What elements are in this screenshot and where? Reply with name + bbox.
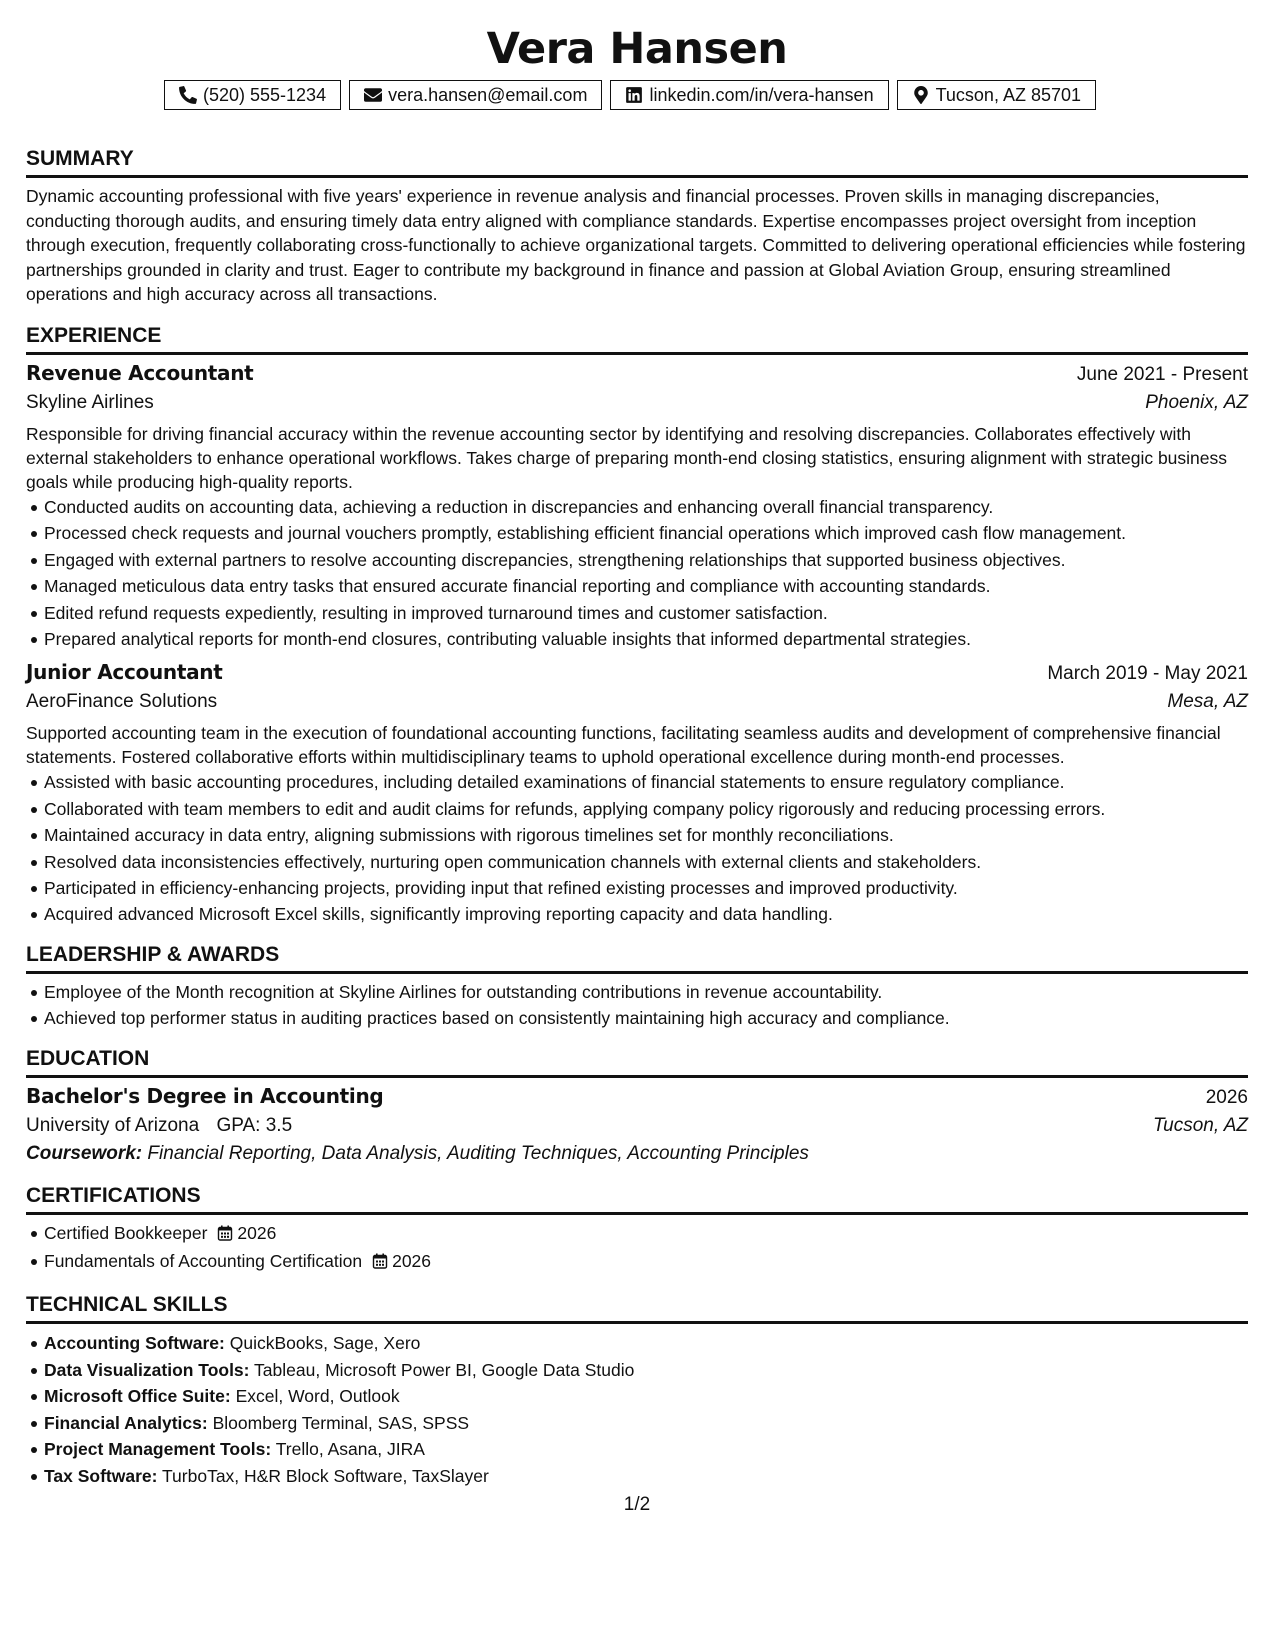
calendar-icon [217,1222,233,1248]
leadership-section [26,942,1248,1032]
list-item: Managed meticulous data entry tasks that ensured accurate financial reporting and compliance with accounting standards. [26,573,1248,599]
list-item [26,1330,1248,1356]
list-item: Collaborated with team members to edit and audit claims for refunds, applying company policy rigorously and reducing processing errors. [26,796,1248,822]
skill-values: Tableau, Microsoft Power BI, Google Data Studio [254,1359,635,1380]
skill-values: QuickBooks, Sage, Xero [229,1333,421,1354]
contact-email[interactable] [349,80,602,110]
gpa: GPA: 3.5 [216,1114,293,1136]
job-dates: June 2021 - Present [1076,363,1248,385]
candidate-name: Vera Hansen [486,24,788,74]
job-bullets [26,494,1248,652]
experience-section [26,323,1248,928]
list-item: Engaged with external partners to resolve accounting discrepancies, strengthening relationships that supported business objectives. [26,547,1248,573]
contact-bar [12,80,1248,110]
certification-name: Certified Bookkeeper [44,1222,208,1243]
skill-values: Bloomberg Terminal, SAS, SPSS [212,1412,470,1433]
school-location: Tucson, AZ [1152,1114,1248,1136]
list-item: Assisted with basic accounting procedures, including detailed examinations of financial statements to ensure regulatory compliance. [26,769,1248,795]
degree-title: Bachelor's Degree in Accounting [26,1083,384,1108]
certifications-section [26,1183,1248,1277]
email-text: vera.hansen@email.com [388,84,588,105]
job-description: Supported accounting team in the execution of foundational accounting functions, facilitating seamless audits and development of comprehensive financial statements. Fostered collaborative efforts within multidisciplinary teams to uphold operational excellence during month-end processes. [26,723,1221,768]
certifications-heading: CERTIFICATIONS [26,1183,1248,1215]
leadership-heading: LEADERSHIP & AWARDS [26,942,1248,974]
graduation-year: 2026 [1205,1086,1248,1108]
job-dates: March 2019 - May 2021 [1047,663,1248,685]
list-item: Achieved top performer status in auditing practices based on consistently maintaining high accuracy and compliance. [26,1005,1248,1031]
list-item [26,1383,1248,1409]
job-description: Responsible for driving financial accuracy within the revenue accounting sector by identifying and resolving discrepancies. Collaborates effectively with external stakeholders to enhance operational workflows. Takes charge of preparing month-end closing statistics, ensuring alignment with strategic business goals while producing high-quality reports. [26,423,1228,492]
skills-heading: TECHNICAL SKILLS [26,1292,1248,1324]
job-location: Mesa, AZ [1167,691,1248,713]
resume-page [26,0,1248,1650]
job-bullets [26,769,1248,927]
leadership-list [26,979,1248,1032]
location-text: Tucson, AZ 85701 [935,84,1082,105]
calendar-icon [372,1250,388,1276]
linkedin-text: linkedin.com/in/vera-hansen [649,84,874,105]
skill-values: Excel, Word, Outlook [235,1386,400,1407]
list-item: Conducted audits on accounting data, achieving a reduction in discrepancies and enhancing overall financial transparency. [26,494,1248,520]
job-location: Phoenix, AZ [1145,391,1248,413]
skill-values: Trello, Asana, JIRA [275,1439,425,1460]
skills-list [26,1330,1248,1488]
skill-category: Data Visualization Tools: [44,1359,250,1380]
list-item: Acquired advanced Microsoft Excel skills, significantly improving reporting capacity and data handling. [26,901,1248,927]
skills-section [26,1292,1248,1488]
coursework [26,1143,1248,1165]
certification-year: 2026 [392,1251,432,1272]
education-section [26,1046,1248,1165]
experience-heading: EXPERIENCE [26,323,1248,355]
list-item [26,1436,1248,1462]
linkedin-icon [625,86,643,104]
skill-category: Accounting Software: [44,1333,225,1354]
list-item [26,1248,1248,1276]
list-item: Resolved data inconsistencies effectively, nurturing open communication channels with external clients and stakeholders. [26,849,1248,875]
company-name: AeroFinance Solutions [26,691,218,713]
page-number: 1/2 [623,1494,651,1515]
list-item: Edited refund requests expediently, resulting in improved turnaround times and customer satisfaction. [26,600,1248,626]
certification-year: 2026 [237,1222,277,1243]
summary-heading: SUMMARY [26,146,1248,178]
list-item [26,1410,1248,1436]
contact-location[interactable] [897,80,1096,110]
education-heading: EDUCATION [26,1046,1248,1078]
envelope-icon [364,86,382,104]
contact-linkedin[interactable] [610,80,888,110]
list-item [26,1357,1248,1383]
coursework-label: Coursework: [26,1142,143,1164]
list-item: Processed check requests and journal vouchers promptly, establishing efficient financial operations which improved cash flow management. [26,520,1248,546]
contact-phone[interactable] [164,80,341,110]
list-item [26,1463,1248,1489]
skill-category: Tax Software: [44,1465,158,1486]
job-entry [26,361,1248,652]
summary-section [26,146,1248,307]
job-entry [26,660,1248,927]
phone-text: (520) 555-1234 [202,84,327,105]
company-name: Skyline Airlines [26,391,154,413]
list-item [26,1220,1248,1248]
skill-values: TurboTax, H&R Block Software, TaxSlayer [162,1465,489,1486]
certification-name: Fundamentals of Accounting Certification [44,1251,363,1272]
list-item: Prepared analytical reports for month-end closures, contributing valuable insights that informed departmental strategies. [26,626,1248,652]
coursework-list: Financial Reporting, Data Analysis, Auditing Techniques, Accounting Principles [147,1142,809,1164]
list-item: Participated in efficiency-enhancing projects, providing input that refined existing processes and improved productivity. [26,875,1248,901]
job-title: Junior Accountant [26,660,223,685]
list-item: Maintained accuracy in data entry, aligning submissions with rigorous timelines set for monthly reconciliations. [26,822,1248,848]
summary-text: Dynamic accounting professional with five years' experience in revenue analysis and financial processes. Proven skills in managing discrepancies, conducting thorough audits, and ensuring timely data entry aligned with compliance standards. Expertise encompasses project oversight from inception through execution, frequently collaborating cross-functionally to achieve organizational targets. Committed to delivering operational efficiencies while fostering partnerships grounded in clarity and trust. Eager to contribute my background in finance and passion at Global Aviation Group, ensuring streamlined operations and high accuracy across all transactions. [26,186,1246,305]
school-name: University of Arizona [26,1114,200,1136]
list-item: Employee of the Month recognition at Skyline Airlines for outstanding contributions in revenue accountability. [26,979,1248,1005]
skill-category: Project Management Tools: [44,1439,272,1460]
phone-icon [179,86,197,104]
skill-category: Microsoft Office Suite: [44,1386,231,1407]
map-pin-icon [912,86,930,104]
job-title: Revenue Accountant [26,360,254,385]
certifications-list [26,1220,1248,1277]
skill-category: Financial Analytics: [44,1412,208,1433]
